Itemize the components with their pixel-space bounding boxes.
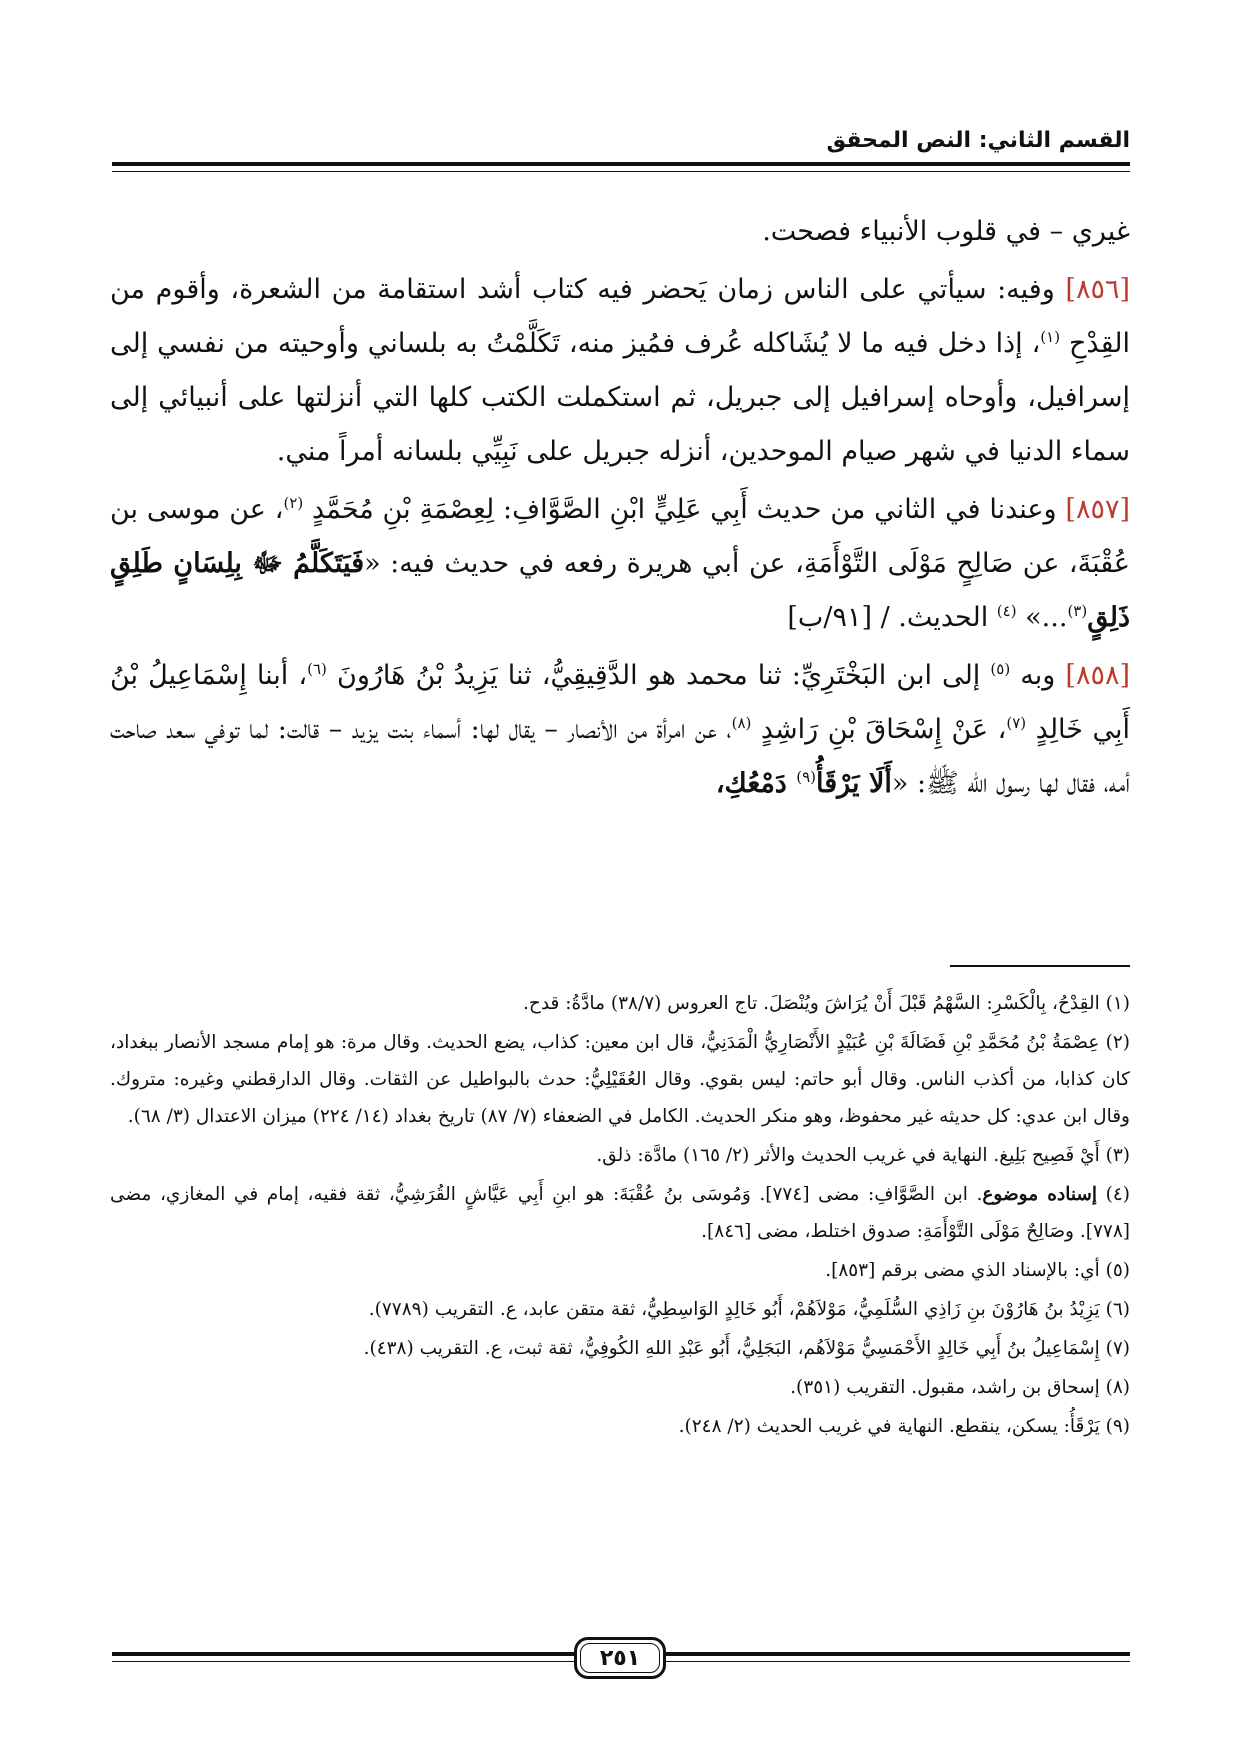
paragraph-text: ، عن امرأة من الأنصار – يقال لها: أسماء بنت يزيد – قالت: لما توفي سعد صاحت أمه، فقال لها رسول الله ﷺ: « (110, 714, 1130, 799)
entry-number: [٨٥٨] (1065, 660, 1130, 691)
paragraph-text: الحديث. / [٩١/ب] (787, 602, 997, 633)
paragraph-text: وبه (1010, 660, 1066, 691)
footnote-ref[interactable]: (٤) (996, 602, 1017, 620)
footnote-text: . ابن الصَّوَّافِ: مضى [٧٧٤]. وَمُوسَى بنُ عُقْبَةَ: هو ابنِ أَبِي عَيَّاشٍ القُرَشِيُّ، ثقة فقيه، إمام في المغازي، مضى [٧٧٨]. وصَالِحٌ مَوْلَى التَّوْأَمَةِ: صدوق اختلط، مضى [٨٤٦]. (110, 1184, 1130, 1242)
hadith-text: فَيَتَكَلَّمُ ﷻ بِلِسَانٍ طَلِقٍ ذَلِقٍ (110, 548, 1130, 633)
footnote-8: (٨) إسحاق بن راشد، مقبول. التقريب (٣٥١). (790, 1377, 1130, 1398)
header-rule-thick (112, 162, 1130, 166)
footnote-5: (٥) أي: بالإسناد الذي مضى برقم [٨٥٣]. (825, 1260, 1130, 1281)
header-rule-thin (112, 171, 1130, 172)
footnote-9: (٩) يَرْقَأُ: يسكن، ينقطع. النهاية في غريب الحديث (٢/ ٢٤٨). (678, 1416, 1130, 1437)
paragraph-858 (110, 649, 1130, 811)
paragraph-text: وفيه: سيأتي على الناس زمان يَحضر فيه كتاب أشد استقامة من الشعرة، وأقوم من القِدْحِ (110, 274, 1130, 359)
page-number (574, 1637, 666, 1679)
entry-number: [٨٥٧] (1065, 494, 1130, 525)
paragraph-text: ، عَنْ إِسْحَاقَ بْنِ رَاشِدٍ (751, 714, 1007, 745)
paragraph-continuation (110, 205, 1130, 259)
main-text (110, 205, 1130, 815)
footnote-grade: إسناده موضوع (982, 1184, 1098, 1205)
paragraph-856 (110, 263, 1130, 479)
paragraph-text: إلى ابن البَخْتَرِيِّ: ثنا محمد هو الدَّقِيقِيُّ، ثنا يَزِيدُ بْنُ هَارُونَ (326, 660, 991, 691)
footnote-ref[interactable]: (٨) (731, 714, 752, 732)
paragraph-text: غيري – في قلوب الأنبياء فصحت. (762, 216, 1130, 247)
paragraph-text: ، أبنا إِسْمَاعِيلُ بْنُ أَبِي خَالِدٍ (110, 660, 1130, 745)
footnote-1: (١) القِدْحُ، بِالْكَسْرِ: السَّهْمُ قَبْلَ أَنْ يُرَاشَ ويُنْصَلَ. تاج العروس (٣٨/٧) مادَّةُ: قدح. (523, 993, 1130, 1014)
footnote-ref[interactable]: (٣) (1067, 602, 1088, 620)
footnote-separator (950, 965, 1130, 967)
footnote-7: (٧) إِسْمَاعِيلُ بنُ أَبِي خَالِدٍ الأَحْمَسِيُّ مَوْلاَهُم، البَجَلِيُّ، أَبُو عَبْدِ اللهِ الكُوفِيُّ، ثقة ثبت، ع. التقريب (٤٣٨). (363, 1338, 1130, 1359)
footnote-ref[interactable]: (٢) (283, 494, 304, 512)
footnote-ref[interactable]: (٩) (796, 768, 817, 786)
footnote-3: (٣) أَيْ فَصِيح بَلِيغ. النهاية في غريب الحديث والأثر (٢/ ١٦٥) مادَّة: ذلق. (596, 1145, 1130, 1166)
hadith-text: أَلَا يَرْقَأُ (816, 768, 892, 799)
footnote-ref[interactable]: (٧) (1006, 714, 1027, 732)
footnote-ref[interactable]: (١) (1040, 328, 1061, 346)
paragraph-text: وعندنا في الثاني من حديث أَبِي عَلِيٍّ ابْنِ الصَّوَّافِ: لِعِصْمَةِ بْنِ مُحَمَّدٍ (303, 494, 1066, 525)
running-header-title: القسم الثاني: النص المحقق (826, 128, 1130, 153)
footnote-marker: (٤) (1097, 1184, 1131, 1205)
footnote-ref[interactable]: (٥) (990, 660, 1011, 678)
footnote-ref[interactable]: (٦) (307, 660, 327, 678)
paragraph-857 (110, 483, 1130, 645)
footnotes (110, 985, 1130, 1447)
footnote-6: (٦) يَزِيْدُ بنُ هَارُوْنَ بنِ زَاذِي السُّلَمِيُّ، مَوْلاَهُمْ، أَبُو خَالِدٍ الوَاسِطِيُّ، ثقة متقن عابد، ع. التقريب (٧٧٨٩). (368, 1299, 1130, 1320)
footnote-4 (110, 1176, 1130, 1250)
paragraph-text: ، إذا دخل فيه ما لا يُشَاكله عُرف فمُيز منه، تَكَلَّمْتُ به بلساني وأوحيته من نفسي إلى إسرافيل، وأوحاه إسرافيل إلى جبريل، ثم استكملت الكتب كلها التي أنزلتها على أنبيائي إلى سماء الدنيا في شهر صيام الموحدين، أنزله جبريل على نَبِيِّي بلسانه أمراً مني. (110, 328, 1130, 467)
entry-number: [٨٥٦] (1065, 274, 1130, 305)
hadith-text: دَمْعُكِ، (715, 768, 797, 799)
paragraph-text: ، عن موسى بن عُقْبَةَ، عن صَالِحٍ مَوْلَى التَّوْأَمَةِ، عن أبي هريرة رفعه في حديث فيه: « (110, 494, 1130, 579)
paragraph-text: ...» (1016, 602, 1068, 633)
page-number-text: ٢٥١ (599, 1645, 641, 1671)
footnote-2: (٢) عِصْمَةُ بْنُ مُحَمَّدِ بْنِ فَضَالَةَ بْنِ عُبَيْدٍ الأَنْصَارِيُّ الْمَدَنِيُّ، قال ابن معين: كذاب، يضع الحديث. وقال مرة: هو إمام مسجد الأنصار ببغداد، كان كذابا، من أكذب الناس. وقال أبو حاتم: ليس بقوي. وقال العُقَيْلِيُّ: حدث بالبواطيل عن الثقات. وقال الدارقطني وغيره: متروك. وقال ابن عدي: كل حديثه غير محفوظ، وهو منكر الحديث. الكامل في الضعفاء (٧/ ٨٧) تاريخ بغداد (١٤/ ٢٢٤) ميزان الاعتدال (٣/ ٦٨). (110, 1032, 1130, 1127)
